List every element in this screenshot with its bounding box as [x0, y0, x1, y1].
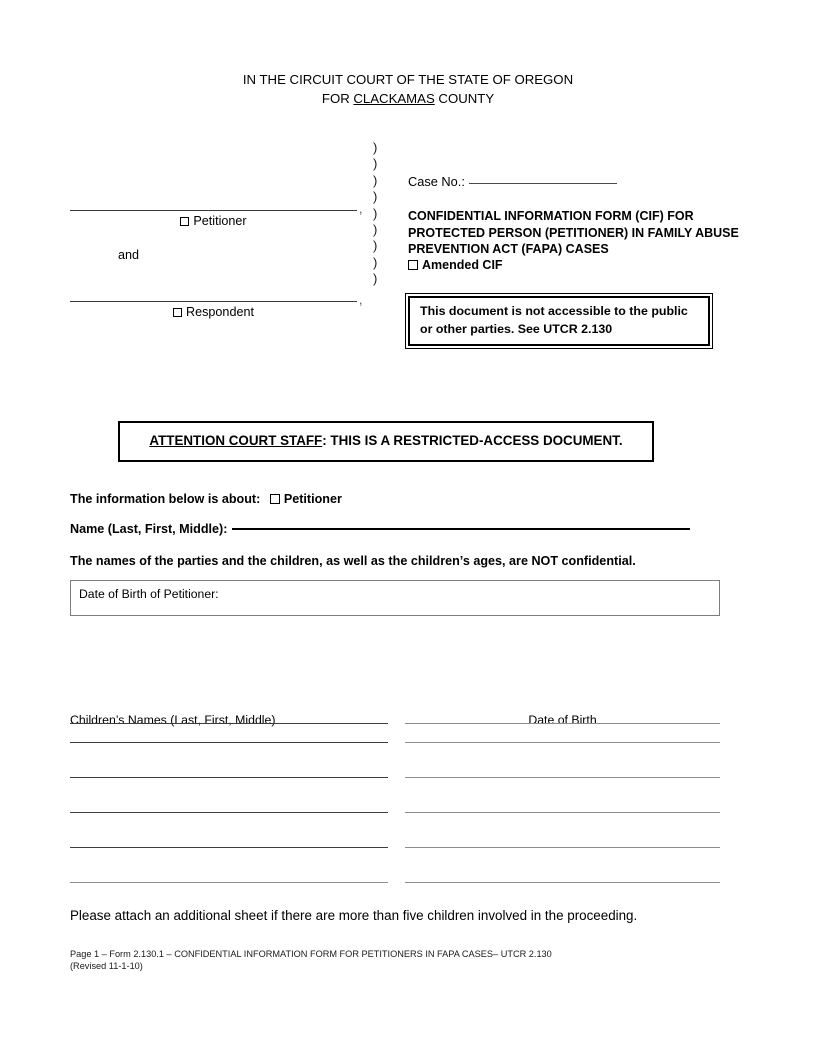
- county-prefix: FOR: [321, 91, 354, 106]
- date-of-birth-label: Date of Birth of Petitioner:: [79, 587, 219, 601]
- child-dob-rule: [405, 742, 720, 743]
- and-label: and: [118, 248, 140, 262]
- footer-line-2: (Revised 11-1-10): [70, 961, 143, 972]
- child-name-rule: [70, 882, 388, 883]
- restricted-notice-inner: [408, 296, 710, 346]
- paren-glyph: ): [373, 271, 378, 287]
- petitioner-rule-comma: ,: [359, 202, 363, 216]
- paren-glyph: ): [373, 254, 378, 270]
- amended-cif-checkbox[interactable]: [408, 260, 418, 270]
- respondent-name-rule[interactable]: [70, 301, 357, 302]
- case-number-label: Case No.:: [408, 174, 465, 189]
- information-about-row: [70, 492, 342, 506]
- names-not-confidential-note: The names of the parties and the children, as well as the children’s ages, are NOT confidential.: [70, 554, 636, 568]
- county-line: [70, 89, 746, 108]
- about-petitioner-label: Petitioner: [283, 492, 342, 506]
- name-field-row: [70, 522, 720, 536]
- county-name: CLACKAMAS: [353, 91, 435, 106]
- paren-glyph: ): [373, 205, 378, 221]
- child-dob-rule: [405, 882, 720, 883]
- restricted-notice-box: [405, 293, 713, 349]
- children-names-header-cell: [70, 712, 388, 728]
- child-dob-rule: [405, 812, 720, 813]
- name-field-input[interactable]: [232, 528, 690, 530]
- page-footer: [70, 948, 730, 973]
- restricted-notice-line-1: This document is not accessible to the public: [420, 304, 688, 318]
- children-table: [70, 712, 720, 922]
- caption-paren-column: [373, 140, 391, 288]
- paren-glyph: ): [373, 238, 378, 254]
- paren-glyph: ): [373, 172, 378, 188]
- child-name-rule: [70, 812, 388, 813]
- information-about-label: The information below is about:: [70, 492, 261, 506]
- attention-banner-heading: ATTENTION COURT STAFF: [149, 433, 323, 448]
- date-of-birth-box[interactable]: [70, 580, 720, 616]
- caption-block: [70, 138, 746, 318]
- paren-glyph: ): [373, 222, 378, 238]
- attach-sheet-note: Please attach an additional sheet if there are more than five children involved in the proceeding.: [70, 908, 638, 923]
- county-suffix: COUNTY: [434, 91, 495, 106]
- case-number-input-rule[interactable]: [469, 183, 617, 184]
- paren-glyph: ): [373, 156, 378, 172]
- paren-glyph: ): [373, 189, 378, 205]
- respondent-checkbox[interactable]: [173, 308, 182, 317]
- paren-glyph: ): [373, 140, 378, 155]
- petitioner-checkbox[interactable]: [180, 217, 189, 226]
- court-header: [70, 70, 746, 108]
- attention-banner-text: : THIS IS A RESTRICTED-ACCESS DOCUMENT.: [322, 433, 623, 448]
- about-petitioner-checkbox[interactable]: [270, 494, 280, 504]
- petitioner-label-row: [70, 214, 357, 229]
- respondent-label-row: [70, 305, 357, 320]
- child-name-rule: [70, 777, 388, 778]
- child-dob-rule: [405, 847, 720, 848]
- party-column: [70, 138, 366, 318]
- court-name-line: IN THE CIRCUIT COURT OF THE STATE OF OREGON: [242, 72, 574, 87]
- child-name-rule: [70, 847, 388, 848]
- petitioner-name-rule[interactable]: [70, 210, 357, 211]
- children-dob-header: Date of Birth: [528, 713, 597, 727]
- attention-banner: [118, 421, 654, 462]
- restricted-notice-line-2: or other parties. See UTCR 2.130: [420, 321, 613, 336]
- children-dob-header-rule: [405, 723, 720, 724]
- child-dob-rule: [405, 777, 720, 778]
- case-number-field: [408, 174, 617, 189]
- form-title: CONFIDENTIAL INFORMATION FORM (CIF) FOR PROTECTED PERSON (PETITIONER) IN FAMILY ABUSE PREVENTION ACT (FAPA) CASES: [408, 209, 739, 257]
- name-field-label: Name (Last, First, Middle):: [70, 522, 228, 536]
- amended-cif-row: [408, 258, 503, 272]
- children-dob-header-cell: [405, 712, 720, 728]
- petitioner-label: Petitioner: [193, 214, 247, 228]
- children-names-header-rule: [70, 723, 388, 724]
- footer-line-1: Page 1 – Form 2.130.1 – CONFIDENTIAL INFORMATION FORM FOR PETITIONERS IN FAPA CASES– UTCR 2.130: [70, 949, 552, 959]
- child-name-rule: [70, 742, 388, 743]
- children-names-header: Children’s Names (Last, First, Middle): [70, 713, 276, 727]
- respondent-label: Respondent: [186, 305, 254, 319]
- respondent-rule-comma: ,: [359, 293, 363, 307]
- amended-cif-label: Amended CIF: [422, 258, 503, 272]
